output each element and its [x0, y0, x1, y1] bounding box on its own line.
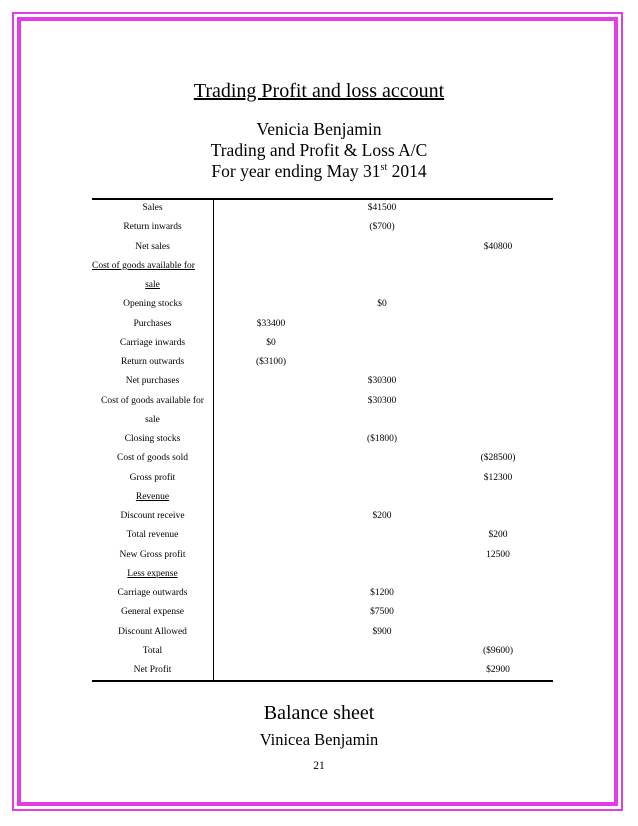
- table-row: [0, 355, 638, 374]
- row-value-col1: ($3100): [255, 357, 287, 367]
- row-value-col2: $1200: [370, 588, 394, 598]
- statement-subtitle: Trading and Profit & Loss A/C: [210, 140, 428, 160]
- row-label: Discount receive: [120, 511, 185, 521]
- table-row: [0, 278, 638, 297]
- table-row: [0, 528, 638, 547]
- row-value-col3: $200: [488, 530, 508, 541]
- row-value-col2: ($700): [369, 222, 395, 233]
- row-label: Carriage outwards: [117, 588, 188, 598]
- row-value-col3: $40800: [483, 241, 513, 252]
- row-label: Net sales: [135, 241, 170, 252]
- row-value-col2: $900: [372, 626, 392, 637]
- table-row: [0, 394, 638, 413]
- row-value-col2: $7500: [370, 607, 394, 618]
- row-value-col2: $41500: [367, 203, 397, 213]
- period-prefix: For year ending May 31: [211, 161, 381, 181]
- balance-sheet-title: Balance sheet: [263, 702, 375, 724]
- row-label: Cost of goods sold: [117, 453, 188, 464]
- row-label: sale: [145, 280, 160, 290]
- account-holder-name: Venicia Benjamin: [256, 119, 382, 139]
- row-label: Cost of goods available for: [92, 260, 195, 271]
- row-label: Purchases: [133, 318, 172, 329]
- table-row: [0, 490, 638, 509]
- row-label: Cost of goods available for: [101, 395, 204, 406]
- row-label: Return outwards: [120, 357, 185, 367]
- period-suffix: 2014: [387, 161, 427, 181]
- row-label: Closing stocks: [124, 434, 181, 444]
- row-label: Less expense: [127, 568, 178, 579]
- table-row: [0, 374, 638, 393]
- table-row: [0, 432, 638, 451]
- row-label: Total revenue: [126, 530, 179, 541]
- page-number: 21: [313, 760, 325, 772]
- row-value-col2: $200: [372, 511, 392, 521]
- row-value-col3: ($9600): [482, 645, 514, 656]
- row-value-col2: $30300: [367, 395, 397, 406]
- row-label: Gross profit: [129, 472, 176, 483]
- table-row: [0, 605, 638, 624]
- row-label: sale: [145, 414, 160, 425]
- table-row: [0, 509, 638, 528]
- row-label: New Gross profit: [119, 549, 186, 560]
- balance-sheet-name: Vinicea Benjamin: [259, 730, 379, 749]
- table-row: [0, 220, 638, 239]
- table-bottom-rule: [92, 680, 553, 682]
- row-value-col1: $0: [266, 337, 276, 348]
- row-label: Net Profit: [133, 665, 172, 675]
- row-label: General expense: [120, 607, 185, 618]
- row-label: Opening stocks: [123, 299, 182, 310]
- row-value-col3: $2900: [486, 665, 510, 675]
- row-label: Carriage inwards: [119, 337, 186, 348]
- row-label: Net purchases: [125, 376, 180, 387]
- row-value-col1: $33400: [256, 318, 286, 329]
- table-row: [0, 259, 638, 278]
- table-row: [0, 451, 638, 470]
- row-value-col3: $12300: [483, 472, 513, 483]
- row-label: Discount Allowed: [118, 626, 187, 637]
- table-top-rule: [92, 198, 553, 200]
- table-row: [0, 317, 638, 336]
- row-label: Sales: [142, 203, 163, 213]
- page-heading: Trading Profit and loss account: [193, 80, 445, 102]
- row-label: Revenue: [135, 491, 170, 502]
- row-value-col2: ($1800): [366, 434, 398, 444]
- table-row: [0, 548, 638, 567]
- row-value-col3: ($28500): [480, 453, 516, 464]
- table-row: [0, 297, 638, 316]
- table-row: [0, 644, 638, 663]
- period-sup: st: [380, 162, 388, 174]
- table-row: [0, 413, 638, 432]
- row-value-col3: 12500: [486, 549, 510, 560]
- table-row: [0, 240, 638, 259]
- row-label: Total: [142, 645, 163, 656]
- table-row: [0, 625, 638, 644]
- table-row: [0, 336, 638, 355]
- table-row: [0, 586, 638, 605]
- statement-period: [0, 161, 638, 182]
- row-value-col2: $0: [377, 299, 387, 310]
- row-label: Return inwards: [123, 222, 182, 233]
- table-row: [0, 567, 638, 586]
- table-row: [0, 201, 638, 220]
- table-row: [0, 471, 638, 490]
- row-value-col2: $30300: [367, 376, 397, 387]
